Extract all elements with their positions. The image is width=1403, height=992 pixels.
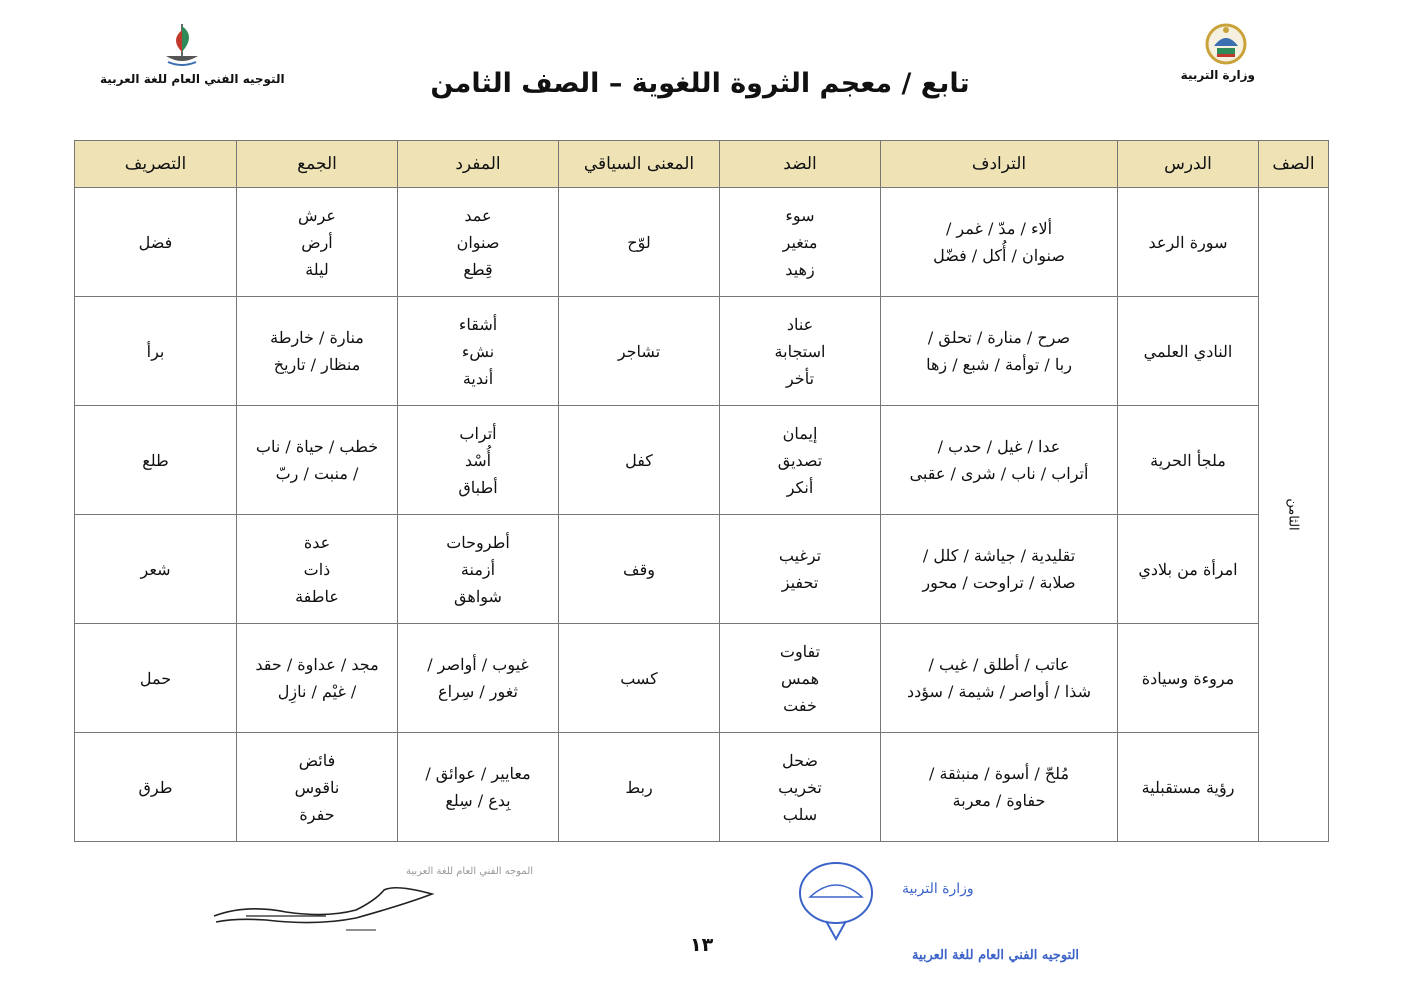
- plural-cell: عدة ذات عاطفة: [237, 515, 398, 624]
- synonyms-cell: عاتب / أطلق / غيب / شذا / أواصر / شيمة / سؤدد: [881, 624, 1118, 733]
- header-plural: الجمع: [237, 141, 398, 188]
- header-conjugation: التصريف: [75, 141, 237, 188]
- synonyms-cell: ألاء / مدّ / غمر / صنوان / أُكل / فضّل: [881, 188, 1118, 297]
- page-number: ١٣: [690, 934, 714, 956]
- lesson-cell: رؤية مستقبلية: [1118, 733, 1259, 842]
- header-lesson: الدرس: [1118, 141, 1259, 188]
- contextual-cell: كسب: [559, 624, 720, 733]
- table-row: [75, 188, 1329, 297]
- singular-cell: معايير / عوائق / بِدع / سِلع: [398, 733, 559, 842]
- signature-caption: الموجه الفني العام للغة العربية: [406, 866, 534, 877]
- table-header-row: [75, 141, 1329, 188]
- table-row: [75, 733, 1329, 842]
- header-antonyms: الضد: [720, 141, 881, 188]
- header-contextual-meaning: المعنى السياقي: [559, 141, 720, 188]
- header-synonyms: الترادف: [881, 141, 1118, 188]
- contextual-cell: وقف: [559, 515, 720, 624]
- plural-cell: خطب / حياة / ناب / منبت / ربّ: [237, 406, 398, 515]
- lesson-cell: سورة الرعد: [1118, 188, 1259, 297]
- department-logo-icon: [162, 22, 202, 68]
- synonyms-cell: عدا / غيل / حدب / أتراب / ناب / شرى / عقبى: [881, 406, 1118, 515]
- contextual-cell: كفل: [559, 406, 720, 515]
- grade-label: الثامن: [1285, 498, 1301, 531]
- conjugation-cell: برأ: [75, 297, 237, 406]
- antonyms-cell: ضحل تخريب سلب: [720, 733, 881, 842]
- singular-cell: أتراب أُسْد أطباق: [398, 406, 559, 515]
- synonyms-cell: صرح / منارة / تحلق / ربا / توأمة / شبع / زها: [881, 297, 1118, 406]
- stamp-top-text: وزارة التربية: [902, 881, 974, 897]
- table-row: [75, 297, 1329, 406]
- conjugation-cell: شعر: [75, 515, 237, 624]
- antonyms-cell: تفاوت همس خفت: [720, 624, 881, 733]
- table-row: [75, 624, 1329, 733]
- plural-cell: فائض ناقوس حفرة: [237, 733, 398, 842]
- lesson-cell: مروءة وسيادة: [1118, 624, 1259, 733]
- grade-cell: [1259, 188, 1329, 842]
- page-title: تابع / معجم الثروة اللغوية – الصف الثامن: [430, 68, 970, 99]
- ministry-name: وزارة التربية: [1180, 68, 1255, 82]
- header-grade: الصف: [1259, 141, 1329, 188]
- synonyms-cell: مُلحّ / أسوة / منبثقة / حفاوة / معربة: [881, 733, 1118, 842]
- stamp-bottom-text: التوجيه الفني العام للغة العربية: [912, 948, 1080, 963]
- conjugation-cell: طلع: [75, 406, 237, 515]
- conjugation-cell: طرق: [75, 733, 237, 842]
- plural-cell: منارة / خارطة منظار / تاريخ: [237, 297, 398, 406]
- ministry-emblem-icon: [1204, 22, 1248, 66]
- table-row: [75, 406, 1329, 515]
- synonyms-cell: تقليدية / جياشة / كلل / صلابة / تراوحت / محور: [881, 515, 1118, 624]
- plural-cell: مجد / عداوة / حقد / غيْم / نازِل: [237, 624, 398, 733]
- contextual-cell: تشاجر: [559, 297, 720, 406]
- singular-cell: أشقاء نشء أندية: [398, 297, 559, 406]
- singular-cell: غيوب / أواصر / ثغور / سِراع: [398, 624, 559, 733]
- antonyms-cell: إيمان تصديق أنكر: [720, 406, 881, 515]
- antonyms-cell: سوء متغير زهيد: [720, 188, 881, 297]
- lesson-cell: ملجأ الحرية: [1118, 406, 1259, 515]
- header-singular: المفرد: [398, 141, 559, 188]
- plural-cell: عرش أرض ليلة: [237, 188, 398, 297]
- lesson-cell: امرأة من بلادي: [1118, 515, 1259, 624]
- conjugation-cell: فضل: [75, 188, 237, 297]
- antonyms-cell: ترغيب تحفيز: [720, 515, 881, 624]
- contextual-cell: ربط: [559, 733, 720, 842]
- vocabulary-table: [74, 140, 1329, 842]
- contextual-cell: لوّح: [559, 188, 720, 297]
- singular-cell: عمد صنوان قِطع: [398, 188, 559, 297]
- table-row: [75, 515, 1329, 624]
- signature-image: [206, 860, 534, 940]
- lesson-cell: النادي العلمي: [1118, 297, 1259, 406]
- official-stamp-image: [752, 855, 1080, 975]
- antonyms-cell: عناد استجابة تأخر: [720, 297, 881, 406]
- department-name: التوجيه الفني العام للغة العربية: [100, 72, 285, 86]
- conjugation-cell: حمل: [75, 624, 237, 733]
- singular-cell: أطروحات أزمنة شواهق: [398, 515, 559, 624]
